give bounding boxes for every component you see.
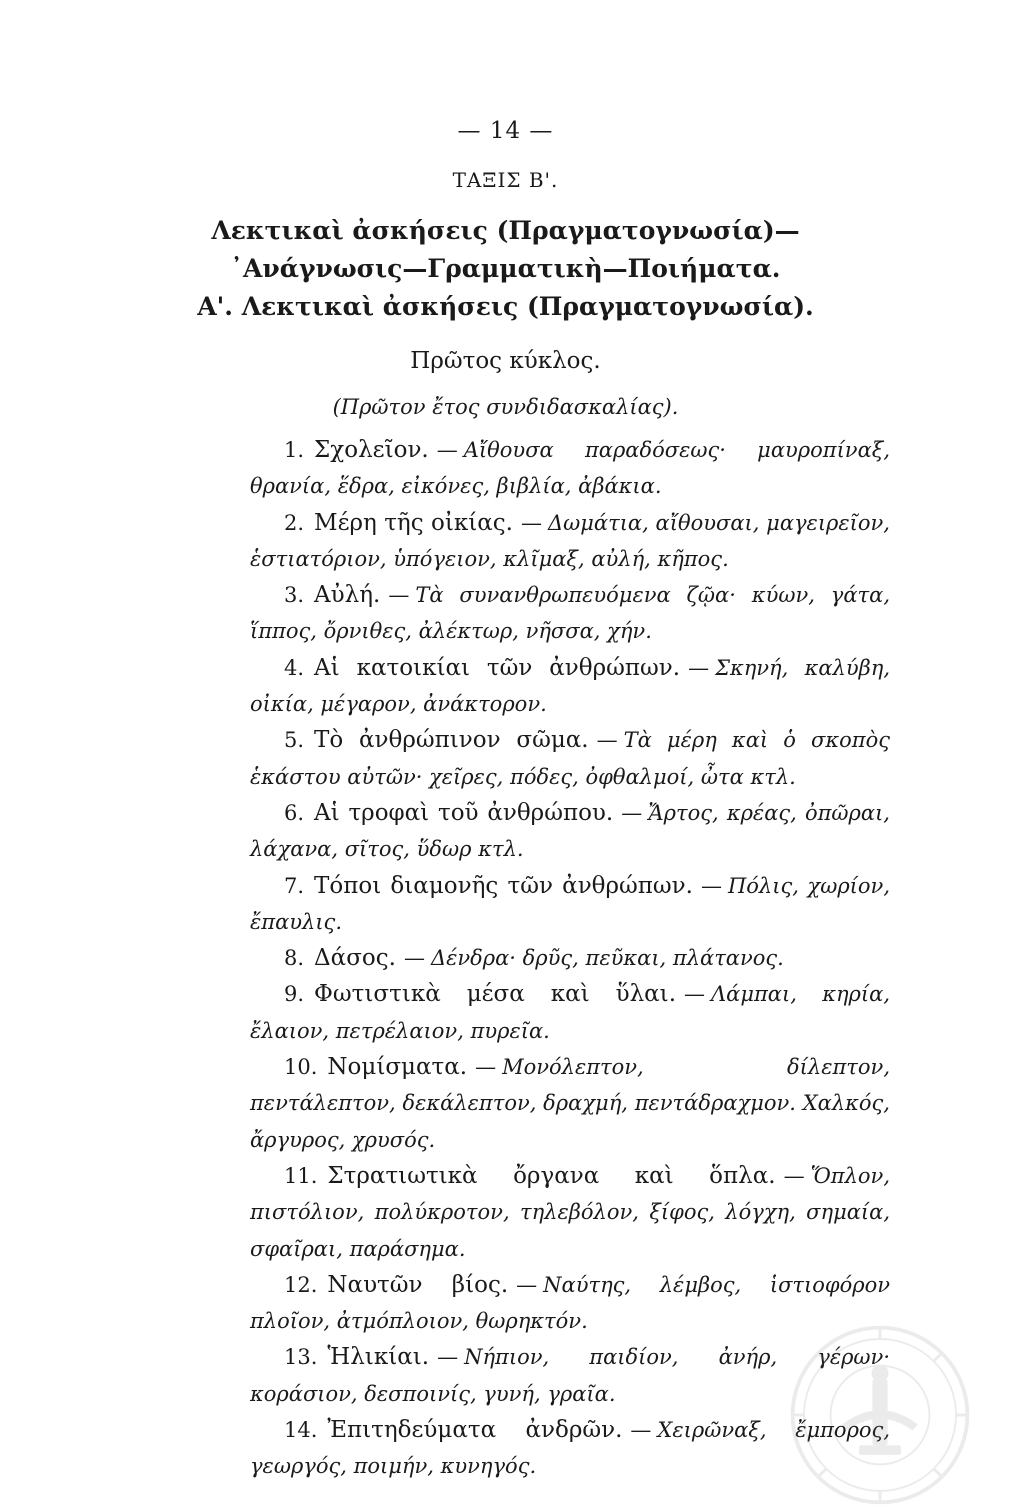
entry-body: Νήπιον, παιδίον, ἀνήρ, γέρων· κοράσιον, δεσποινίς, γυνή, γραῖα. xyxy=(250,1345,890,1406)
entry-heading: Αὐλή. xyxy=(314,582,381,609)
entry-number: 7. xyxy=(284,873,305,898)
entry-body: Ἄρτος, κρέας, ὀπῶραι, λάχανα, σῖτος, ὕδωρ κτλ. xyxy=(250,800,890,862)
entry-body: Ναύτης, λέμβος, ἱστιοφόρον πλοῖον, ἀτμόπλοιον, θωρηκτόν. xyxy=(250,1272,890,1334)
entry-heading: Τὸ ἀνθρώπινον σῶμα. xyxy=(314,727,589,754)
entry-heading: Σχολεῖον. xyxy=(314,437,429,463)
entry-heading: Στρατιωτικὰ ὄργανα καὶ ὅπλα. xyxy=(327,1162,776,1189)
entry-number: 5. xyxy=(284,728,305,753)
entry-number: 2. xyxy=(284,510,305,535)
entry-heading: Τόποι διαμονῆς τῶν ἀνθρώπων. xyxy=(314,872,693,899)
entry-item xyxy=(250,577,890,650)
main-title-line-1: Λεκτικαὶ ἀσκήσεις (Πραγματογνωσία)— xyxy=(211,216,800,245)
entry-number: 13. xyxy=(284,1345,318,1370)
entry-body: Λάμπαι, κηρία, ἔλαιον, πετρέλαιον, πυρεῖα. xyxy=(250,982,890,1043)
entry-number: 6. xyxy=(284,800,305,825)
entry-body: Χειρῶναξ, ἔμπορος, γεωργός, ποιμήν, κυνηγός. xyxy=(250,1418,890,1479)
entry-heading: Μέρη τῆς οἰκίας. xyxy=(314,509,513,536)
entry-body: Πόλις, χωρίον, ἔπαυλις. xyxy=(250,873,890,934)
entry-number: 8. xyxy=(284,946,305,971)
entry-item xyxy=(250,722,890,795)
entry-body: Δωμάτια, αἴθουσαι, μαγειρεῖον, ἑστιατόριον, ὑπόγειον, κλῖμαξ, αὐλή, κῆπος. xyxy=(250,510,890,571)
class-heading: ΤΑΞΙΣ Β'. xyxy=(452,168,559,192)
entry-number: 4. xyxy=(284,655,305,680)
entry-body: Αἴθουσα παραδόσεως· μαυροπίναξ, θρανία, ἕδρα, εἰκόνες, βιβλία, ἀβάκια. xyxy=(250,438,890,499)
entry-dash: — xyxy=(700,873,722,898)
entry-heading: Αἱ κατοικίαι τῶν ἀνθρώπων. xyxy=(314,654,681,681)
entry-dash: — xyxy=(596,728,618,753)
page-number: — 14 — xyxy=(457,118,554,144)
entry-dash: — xyxy=(688,655,710,680)
entry-dash: — xyxy=(684,982,706,1007)
main-title xyxy=(0,212,1011,288)
main-title-line-2: ᾽Ανάγνωσις—Γραμματικὴ—Ποιήματα. xyxy=(230,254,781,283)
entry-dash: — xyxy=(520,510,542,535)
entry-number: 1. xyxy=(284,438,305,462)
entry-heading: Ἡλικίαι. xyxy=(327,1344,430,1371)
entry-dash: — xyxy=(437,1345,459,1370)
entry-dash: — xyxy=(388,583,410,608)
entry-number: 14. xyxy=(284,1418,318,1443)
entry-number: 9. xyxy=(284,982,305,1007)
cycle-subtitle: (Πρῶτον ἔτος συνδιδασκαλίας). xyxy=(332,395,679,419)
entry-dash: — xyxy=(516,1272,538,1297)
entry-item xyxy=(250,976,890,1049)
entry-dash: — xyxy=(436,438,458,462)
entry-body: Τὰ μέρη καὶ ὁ σκοπὸς ἑκάστου αὐτῶν· χεῖρες, πόδες, ὀφθαλμοί, ὦτα κτλ. xyxy=(250,728,890,789)
entry-dash: — xyxy=(475,1055,497,1080)
entry-body: Δένδρα· δρῦς, πεῦκαι, πλάτανος. xyxy=(430,946,784,971)
entry-body: Τὰ συνανθρωπευόμενα ζῷα· κύων, γάτα, ἵππος, ὄρνιθες, ἀλέκτωρ, νῆσσα, χήν. xyxy=(250,583,890,644)
entry-item xyxy=(250,650,890,723)
entry-body: Μονόλεπτον, δίλεπτον, πεντάλεπτον, δεκάλεπτον, δραχμή, πεντάδραχμον. Χαλκός, ἄργυρος, χρυσός. xyxy=(250,1055,890,1152)
entry-number: 10. xyxy=(284,1055,318,1080)
entry-heading: Αἱ τροφαὶ τοῦ ἀνθρώπου. xyxy=(314,799,614,826)
entry-heading: Φωτιστικὰ μέσα καὶ ὕλαι. xyxy=(314,981,677,1008)
section-title: Α'. Λεκτικαὶ ἀσκήσεις (Πραγματογνωσία). xyxy=(197,292,814,321)
entry-item xyxy=(250,795,890,868)
entry-heading: Δάσος. xyxy=(314,945,396,972)
cycle-title: Πρῶτος κύκλος. xyxy=(410,348,601,374)
entry-number: 3. xyxy=(284,583,305,608)
entry-dash: — xyxy=(403,946,425,971)
entry-item xyxy=(250,868,890,941)
university-seal-icon xyxy=(785,1320,975,1510)
entry-item xyxy=(250,940,890,976)
entry-body: Σκηνή, καλύβη, οἰκία, μέγαρον, ἀνάκτορον. xyxy=(250,655,891,717)
entry-item xyxy=(250,1158,890,1267)
entry-heading: Ναυτῶν βίος. xyxy=(327,1271,509,1298)
entry-body: Ὅπλον, πιστόλιον, πολύκροτον, τηλεβόλον, ξίφος, λόγχη, σημαία, σφαῖραι, παράσημα. xyxy=(250,1163,890,1261)
entry-heading: Νομίσματα. xyxy=(327,1054,468,1081)
entry-dash: — xyxy=(621,800,643,825)
entry-heading: Ἐπιτηδεύματα ἀνδρῶν. xyxy=(327,1417,623,1444)
entry-item xyxy=(250,432,890,505)
entry-dash: — xyxy=(630,1418,652,1443)
entry-item xyxy=(250,1049,890,1158)
entry-dash: — xyxy=(783,1163,805,1188)
entry-item xyxy=(250,505,890,578)
entry-number: 11. xyxy=(284,1163,318,1188)
entry-number: 12. xyxy=(284,1272,318,1297)
